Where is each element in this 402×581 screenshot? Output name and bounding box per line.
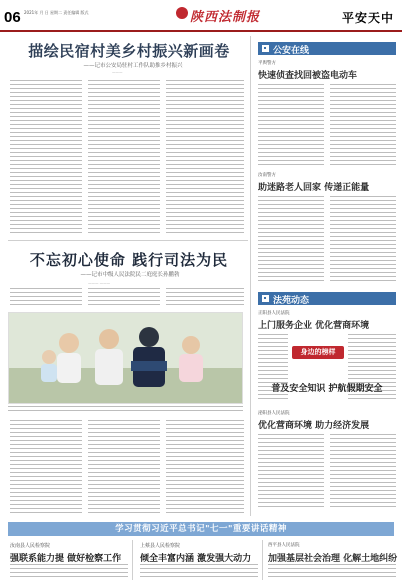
item1-column-1 <box>258 84 324 168</box>
feature-title <box>262 381 392 394</box>
bottom-mid-body <box>140 564 258 580</box>
item3-title: 上门服务企业 优化营商环境 <box>258 321 370 331</box>
article2-intro-3 <box>166 288 244 310</box>
emblem-icon <box>176 7 188 19</box>
role-model-tag: 身边的榜样 <box>292 346 344 359</box>
column-divider <box>250 36 251 516</box>
article2-column-3 <box>166 420 244 516</box>
family-photo-illustration <box>9 313 243 404</box>
article1-subtitle: ——记市公安局驻村工作队助推乡村振兴 <box>83 63 183 69</box>
article2-intro-1 <box>10 288 82 310</box>
article2-headline: 不忘初心使命 践行司法为民 <box>29 251 229 269</box>
item2-kicker: 汝南警方 <box>258 173 276 178</box>
section-header-police <box>258 42 396 55</box>
item5-kicker: 西平县人民法院 <box>268 543 300 548</box>
item1-kicker: 平舆警方 <box>258 61 276 66</box>
section-name: 平安天中 <box>341 11 394 25</box>
bottom-left-title: 强联系能力提 做好检察工作 <box>10 554 122 564</box>
item4-column-2 <box>330 434 396 512</box>
page-header <box>0 0 402 34</box>
article2-column-2 <box>88 420 160 516</box>
item3-kicker: 正阳县人民法院 <box>258 311 290 316</box>
item1-column-2 <box>330 84 396 168</box>
article1-byline: ——— <box>112 70 123 74</box>
item1-title: 快速侦查找回被盗电动车 <box>258 71 358 81</box>
article2-column-1 <box>10 420 82 516</box>
article1-headline: 描绘民宿村美乡村振兴新画卷 <box>28 42 230 60</box>
article2-photo <box>8 312 243 404</box>
section-header-court <box>258 292 396 305</box>
item5-title: 加强基层社会治理 化解土地纠纷 <box>268 554 398 564</box>
article2-byline: ——— ——— <box>88 281 111 285</box>
bottom-left-kicker: 汝南县人民检察院 <box>10 543 51 549</box>
article2-subtitle: ——记市中级人民法院民二庭庭长孙鹏勃 <box>80 272 180 278</box>
section-label: 公安在线 <box>273 46 310 56</box>
section-label: 法苑动态 <box>273 296 310 306</box>
article2-intro-2 <box>88 288 160 310</box>
bottom-divider-1 <box>132 540 133 580</box>
section-square-icon <box>262 295 269 302</box>
item4-kicker: 泌阳县人民法院 <box>258 411 290 416</box>
bottom-mid-title: 倾全丰富内涵 激发强大动力 <box>140 554 252 564</box>
item2-column-1 <box>258 196 324 286</box>
item4-column-1 <box>258 434 324 512</box>
item2-column-2 <box>330 196 396 286</box>
item5-body <box>268 564 396 580</box>
issue-info: 2021年 月 日 星期二 责任编辑 版式 <box>24 10 89 15</box>
item2-title: 助迷路老人回家 传递正能量 <box>258 183 370 193</box>
article1-column-3 <box>166 80 244 236</box>
bottom-mid-kicker: 上蔡县人民检察院 <box>140 543 181 549</box>
item4-title: 优化营商环境 助力经济发展 <box>258 421 370 431</box>
masthead: 陕西法制报 <box>190 10 261 25</box>
article-divider <box>8 240 248 241</box>
article1-column-2 <box>88 80 160 236</box>
bottom-divider-2 <box>262 540 263 580</box>
bottom-left-body <box>10 564 128 580</box>
section-square-icon <box>262 45 269 52</box>
photo-caption <box>8 406 243 416</box>
theme-banner: 学习贯彻习近平总书记"七一"重要讲话精神 <box>8 522 394 536</box>
header-rule <box>0 30 402 32</box>
page-number: 06 <box>4 9 21 26</box>
feature-title-text: 普及安全知识 护航假期安全 <box>271 384 383 394</box>
article1-column-1 <box>10 80 82 236</box>
